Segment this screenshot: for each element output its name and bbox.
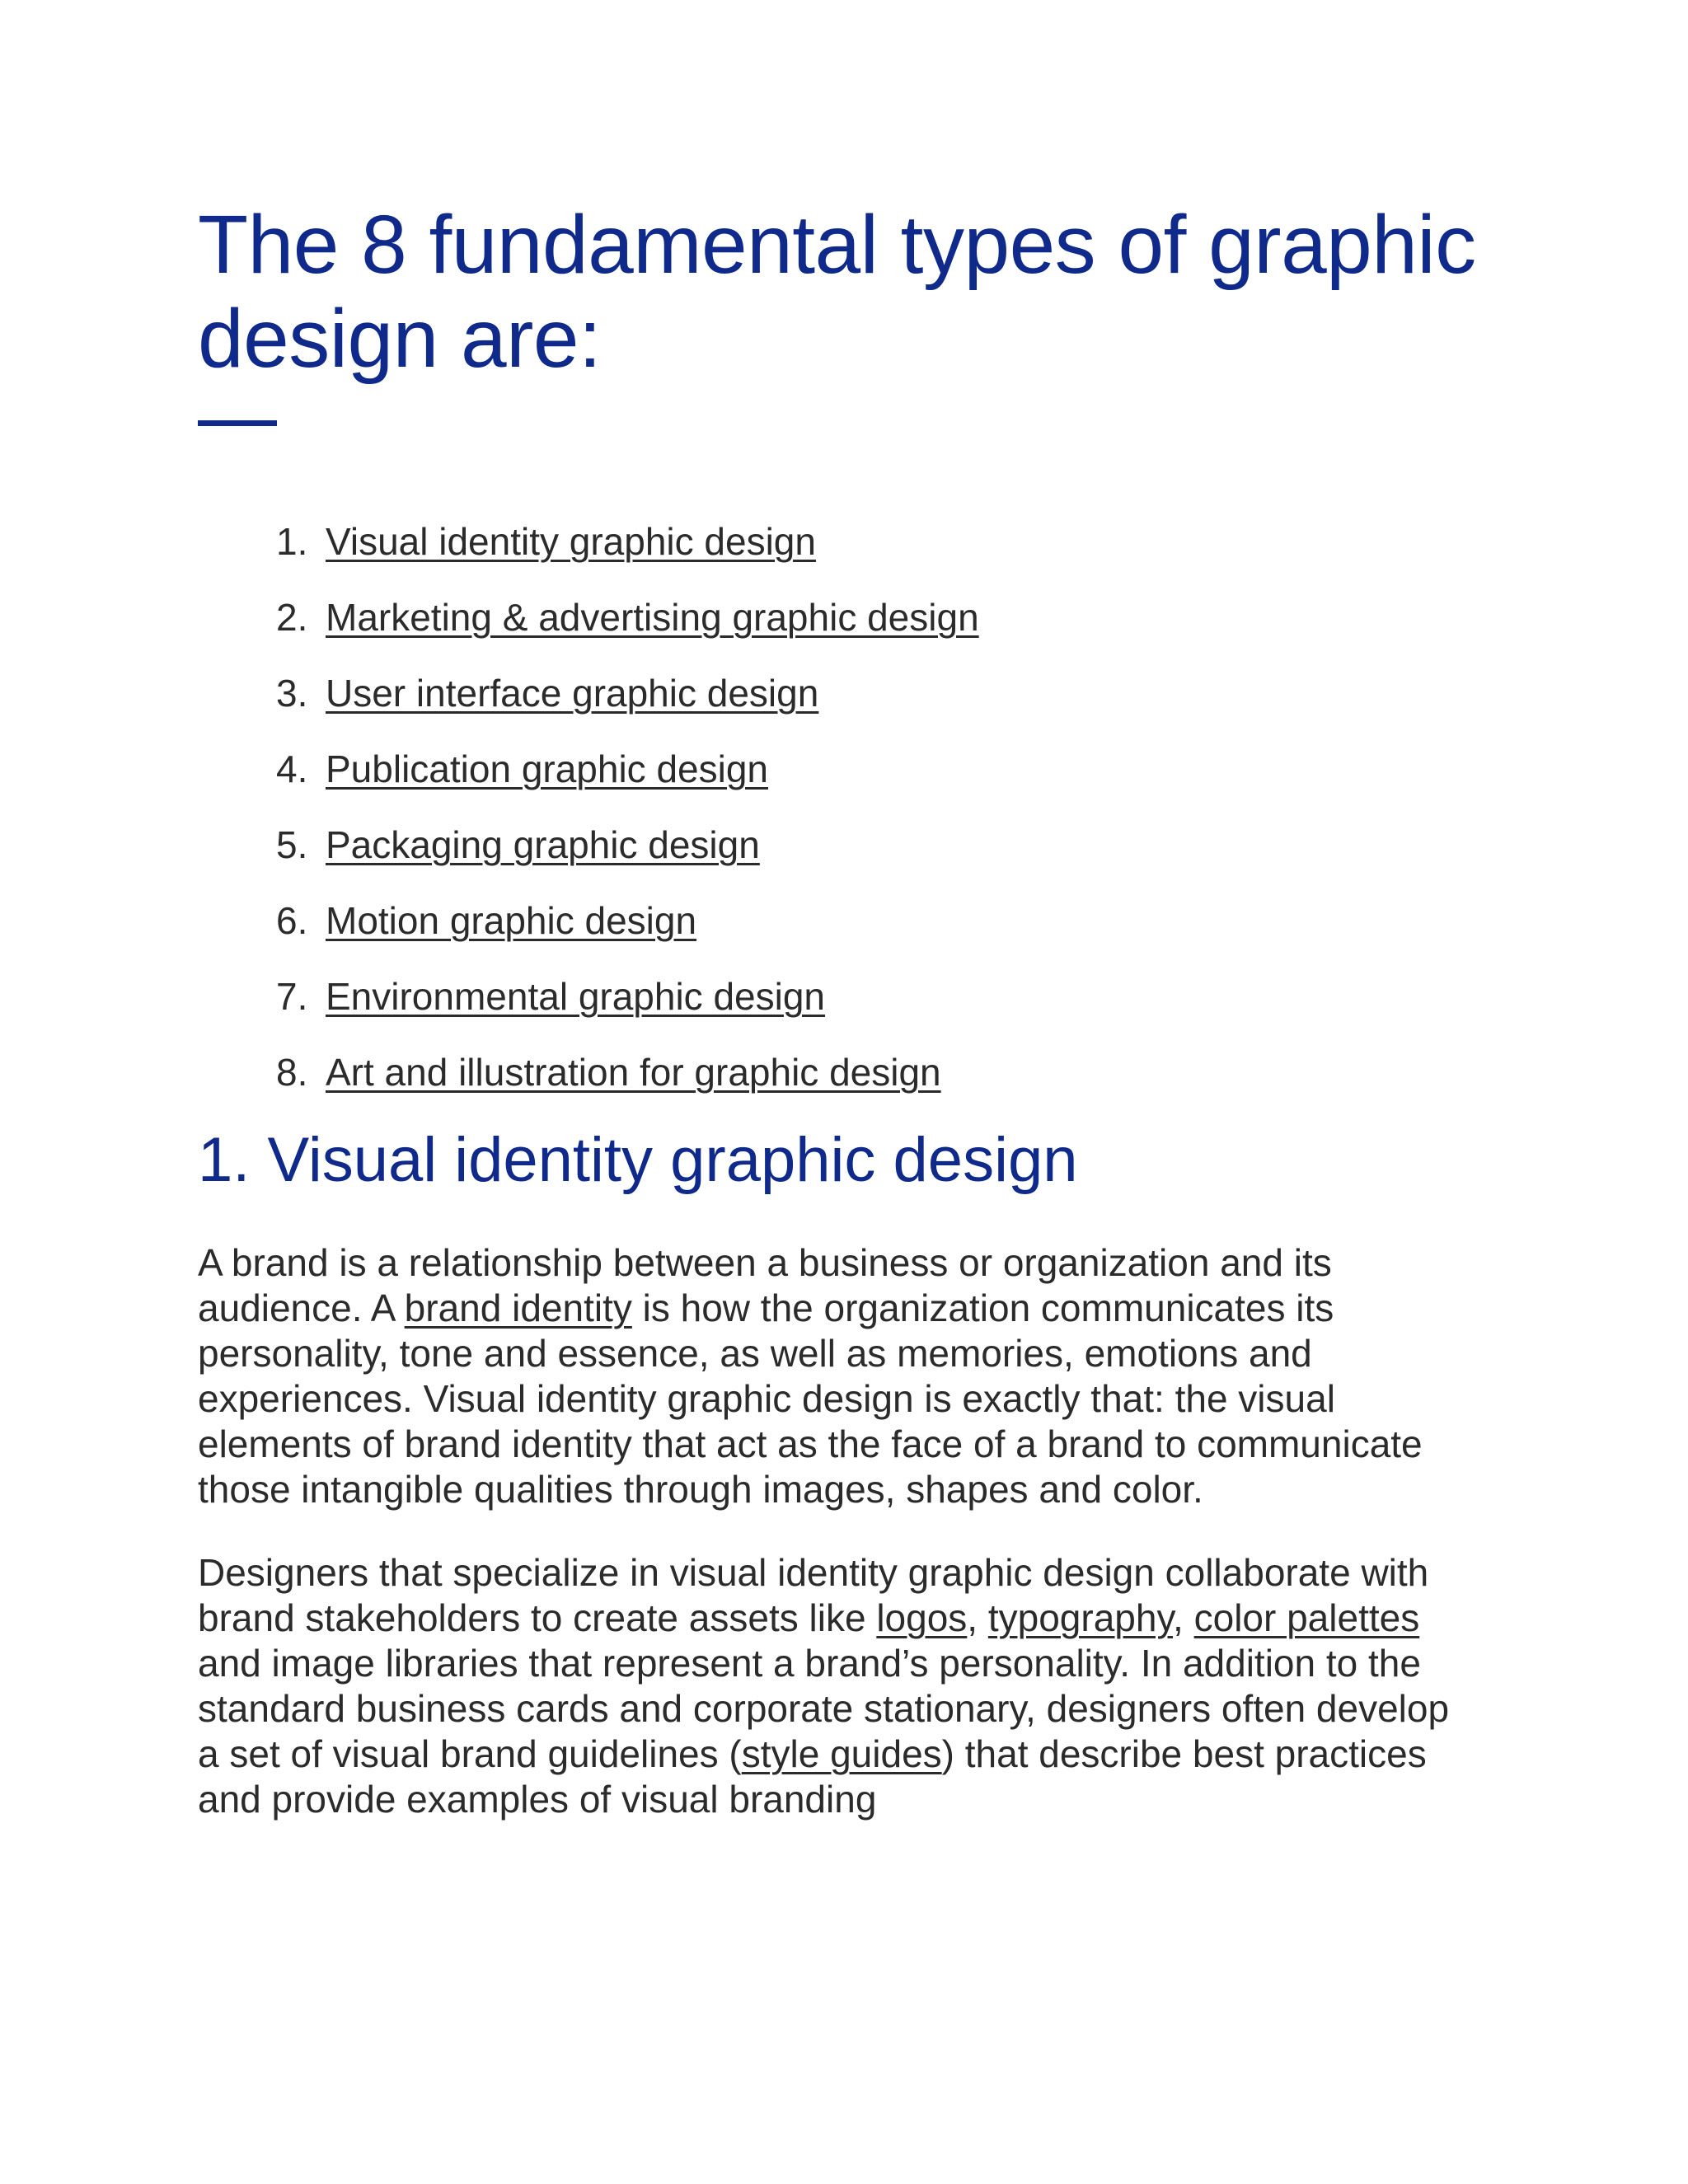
toc-number: 6. (276, 899, 308, 942)
toc-link-packaging[interactable]: Packaging graphic design (326, 823, 760, 866)
toc-number: 1. (276, 520, 308, 563)
typography-link[interactable]: typography (987, 1596, 1174, 1639)
toc-item-2 (276, 593, 1484, 642)
logos-link[interactable]: logos (876, 1596, 968, 1639)
paragraph-text: ) that describe best practices and provide examples of visual branding (198, 1732, 1427, 1821)
paragraph-text: , (1173, 1596, 1194, 1639)
toc-link-marketing-advertising[interactable]: Marketing & advertising graphic design (326, 596, 979, 639)
toc-link-motion[interactable]: Motion graphic design (326, 899, 697, 942)
toc-link-environmental[interactable]: Environmental graphic design (326, 975, 826, 1018)
document-page (198, 198, 1484, 1822)
page-title: The 8 fundamental types of graphic design are: (198, 199, 1476, 385)
title-underline-rule (198, 420, 277, 426)
toc-link-art-illustration[interactable]: Art and illustration for graphic design (326, 1051, 941, 1094)
toc-item-5 (276, 820, 1484, 869)
toc-number: 4. (276, 748, 308, 790)
body-paragraph-2 (198, 1550, 1451, 1822)
toc-number: 8. (276, 1051, 308, 1094)
paragraph-text: , (967, 1596, 988, 1639)
body-paragraph-1 (198, 1240, 1451, 1512)
toc-item-8 (276, 1047, 1484, 1097)
paragraph-text: Designers that specialize in visual identity graphic design collaborate with brand stakeholders to create assets like (198, 1551, 1429, 1639)
toc-item-7 (276, 972, 1484, 1021)
toc-item-4 (276, 744, 1484, 794)
toc-link-publication[interactable]: Publication graphic design (326, 748, 769, 790)
color-palettes-link[interactable]: color palettes (1193, 1596, 1420, 1639)
toc-number: 3. (276, 672, 308, 715)
toc-item-1 (276, 517, 1484, 566)
toc-number: 2. (276, 596, 308, 639)
toc-link-user-interface[interactable]: User interface graphic design (326, 672, 819, 715)
toc-number: 5. (276, 823, 308, 866)
brand-identity-link[interactable]: brand identity (404, 1286, 632, 1329)
toc-number: 7. (276, 975, 308, 1018)
paragraph-text: A brand is a relationship between a business or organization and its audience. A (198, 1241, 1332, 1329)
style-guides-link[interactable]: style guides (741, 1732, 942, 1775)
toc-item-3 (276, 668, 1484, 718)
toc-link-visual-identity[interactable]: Visual identity graphic design (326, 520, 816, 563)
section-heading: 1. Visual identity graphic design (198, 1125, 1078, 1195)
paragraph-text: is how the organization communicates its personality, tone and essence, as well as memories, emotions and experiences. Visual identity graphic design is exactly that: the visual elements of brand identity that act as the face of a brand to communicate those intangible qualities through images, shapes and color. (198, 1286, 1423, 1511)
table-of-contents (198, 517, 1484, 1097)
toc-item-6 (276, 896, 1484, 945)
paragraph-text: and image libraries that represent a brand’s personality. In addition to the standard business cards and corporate stationary, designers often develop a set of visual brand guidelines ( (198, 1642, 1450, 1775)
